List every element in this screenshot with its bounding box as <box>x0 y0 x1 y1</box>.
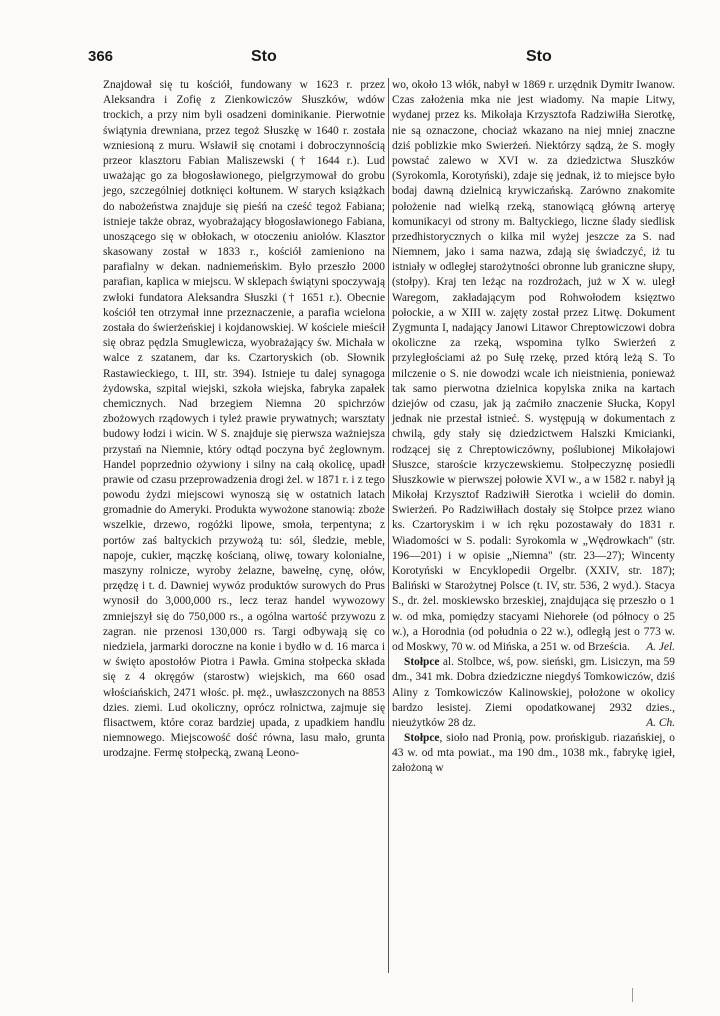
entry-continuation <box>392 78 675 655</box>
running-head-right: Sto <box>526 48 552 65</box>
author-signature: A. Ch. <box>646 716 675 729</box>
right-column <box>392 78 675 973</box>
entry-headword: Stołpce <box>404 732 440 745</box>
entry-headword: Stołpce <box>404 656 440 669</box>
entry-stolpce-sienski <box>392 655 675 731</box>
left-column-text: Znajdował się tu kościół, fundowany w 1623 r. przez Aleksandra i Zofię z Zienkowiczów Słuszków, wdów trockich, a przy nim byli osadzeni dominikanie. Pierwotnie świątynia drewniana, przez tegoż Słuszkę w 1640 r. została wzniesioną z muru. Wsławił się cnotami i dobroczynnością przeor klasztoru Fabian Maliszewski († 1644 r.). Lud uważając go za błogosławionego, pielgrzymował do grobu jego, szczególniej dotknięci kołtunem. W starych książkach do nabożeństwa znajduje się pieśń na cześć tegoż Fabiana; istnieje także obraz, wyobrażający błogosławionego Fabiana, unoszącego się w obłokach, w otoczeniu aniołów. Klasztor skasowany został w 1833 r., kościół zamieniono na parafialny w dekan. nadniemeńskim. Było przeszło 2000 parafian, kaplica w miejscu. W sklepach świątyni spoczywają zwłoki fundatora Aleksandra Słuszki († 1651 r.). Obecnie kościół ten otrzymał inne przeznaczenie, a parafia wcielona została do świerżeńskiej i kojdanowskiej. W kościele mieścił się obraz pędzla Smuglewicza, wyobrażający św. Michała w walce z szatanem, dar ks. Czartoryskich (ob. Słownik Rastawieckiego, t. III, str. 394). Istnieje tu dalej synagoga żydowska, szpital wiejski, szkoła wiejska, fabryka zapałek chemicznych. Nad brzegiem Niemna 20 spichrzów zbożowych rządowych i tyleż prawie prywatnych; warsztaty budowy łodzi i wicin. W S. znajduje się pierwsza ważniejsza przystań na Niemnie, który odtąd poczyna być żeglownym. Handel poprzednio ożywiony i silny na całą okolicę, upadł prawie od czasu przeprowadzenia drogi żel. w 1871 r. i z tego powodu żydzi miejscowi wynoszą się w ostatnich latach gromadnie do Ameryki. Produkta wywożone stanowią: zboże wszelkie, drzewo, rogóżki lipowe, smoła, terpentyna; z portów zaś baltyckich przywożą tu: sól, śledzie, meble, napoje, cukier, mączkę kościaną, oliwę, towary kolonialne, maszyny rolnicze, wyroby żelazne, bawełnę, cynę, ołów, przędzę i t. d. Dawniej wywóz produktów surowych do Prus wynosił do 3,000,000 rs., lecz teraz handel wywozowy zmniejszył się do 750,000 rs., a ogólna wartość przywozu z zagran. nie przenosi 130,000 rs. Targi odbywają się co niedziela, jarmarki doroczne na konie i bydło w d. 16 marca i w święto apostołów Piotra i Pawła. Gmina stołpecka składa się z 4 okręgów (starostw) wiejskich, ma 660 osad włościańskich, 2471 włośc. pł. męż., uwłaszczonych na 8853 dzies. ziemi. Lud okoliczny, oprócz rolnictwa, zajmuje się flisactwem, które coraz bardziej upada, z upadkiem handlu niemnowego. Miejscowość dość równa, lasu mało, grunta urodzajne. Fermę stołpecką, zwaną Leono- <box>103 79 385 760</box>
author-signature: A. Jel. <box>646 640 675 653</box>
entry-body: al. Stolbce, wś, pow. sieński, gm. Lisiczyn, ma 59 dm., 341 mk. Dobra dziedziczne niegdyś Tomkowiczów, dziś Aliny z Tomkowiczów Kalinowskiej, położone w okolicy bardzo lesistej. Ziemi opodatkowanej 2932 dzies., nieużytków 28 dz. <box>392 656 675 729</box>
column-divider <box>388 78 389 973</box>
entry-stolpce-pronski <box>392 731 675 777</box>
left-column <box>103 78 385 973</box>
entry-body: , sioło nad Pronią, pow. prońskigub. riazańskiej, o 43 w. od mta powiat., ma 190 dm., 1038 mk., fabrykę igieł, założoną w <box>392 732 675 775</box>
running-head-left: Sto <box>251 48 277 65</box>
page-edge-mark <box>632 988 633 1002</box>
page-header <box>88 48 680 72</box>
page-number: 366 <box>88 48 114 65</box>
entry-continuation-text: wo, około 13 włók, nabył w 1869 r. urzędnik Dymitr Iwanow. Czas założenia mka nie jest wiadomy. Na mapie Litwy, wydanej przez ks. Mikołaja Krzysztofa Radziwiłła Sierotkę, nie są oznaczone, chociaż wkazano na niej mniej znaczne dziś poblizkie mko Swierżeń. Niektórzy sądzą, że S. mogły powstać zalewo w XVI w. za dziedzictwa Słuszków (Syrokomla, Korotyński), zdaje się jednak, iż to miejsce było bodaj dawną dzielnicą krywiczańską. Zarówno znakomite położenie nad wielką rzeką, stanowiącą główną arteryę komunikacyi od strony m. Baltyckiego, liczne ślady siedlisk przedhistorycznych o kilka mil wyżej jeszcze za S. nad Niemnem, jako i sama nazwa, zdają się świadczyć, iż tu istniały w odległej starożytności obronne lub graniczne słupy, (stołpy). Kraj ten leżąc na rozdrożach, już w X w. uległ Waregom, zakładającym pod Rohwołodem księztwo połockie, a w XIII w. zajęty został przez Litwę. Dokument Zygmunta I, nadający Janowi Litawor Chreptowiczowi dobra okoliczne za rzeką, wspomina tylko Swierżeń z przyległościami aż po Sułę rzekę, przed którą leżą S. To milczenie o S. nie dowodzi wcale ich nieistnienia, ponieważ tak samo pierwotna dzielnica kopylska znika na kartach dziejów od czasu, jak ją zaćmiło znaczenie Słucka, Kopyl jednak nie przestał istnieć. S. występują w dokumentach z chwilą, gdy stały się dziedzictwem Halszki Kmicianki, rodzącej się z Chreptowiczówny, poślubionej Mikołajowi Słuszce, staroście krzyczewskiemu. Stołpeczyznę posiedli Słuszkowie w pierwszej połowie XVI w., a w 1582 r. nabył ją Mikołaj Krzysztof Radziwiłł Sierotka i wcielił do domin. Swierżeń. Po Radziwiłłach dostały się Stołpce przez wiano ks. Czartoryskim i w ich ręku pozostawały do 1831 r. Wiadomości w S. podali: Syrokomla w „Wędrowkach" (str. 196—201) i w opisie „Niemna" (str. 23—27); Wincenty Korotyński w Encyklopedii Orgelbr. (XXIV, str. 187); Baliński w Starożytnej Polsce (t. IV, str. 536, 2 wyd.). Stacya S., dr. żel. moskiewsko brzeskiej, znajdująca się przeszło o 1 w. od mka, pomiędzy stacyami Niehorełe (od północy o 25 w.), a Horodnia (od południa o 22 w.), odległą jest o 773 w. od Moskwy, 70 w. od Mińska, a 251 w. od Brześcia. <box>392 79 675 653</box>
